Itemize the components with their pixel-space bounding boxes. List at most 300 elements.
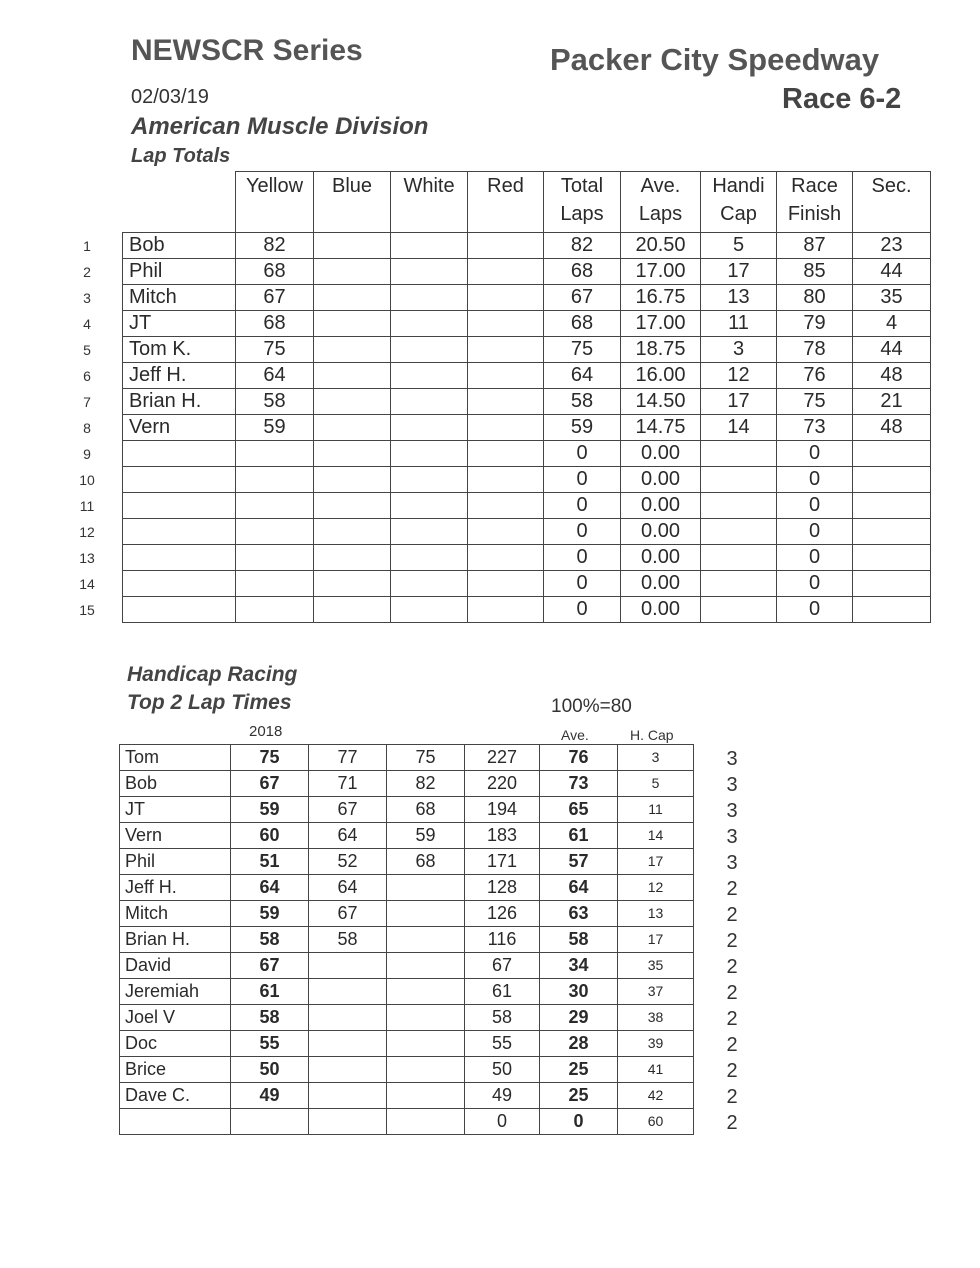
hc-cell-c2: 71 [309,771,387,797]
lap-cell-finish: 0 [777,467,853,493]
lap-cell-total: 68 [544,311,621,337]
lap-cell-white [391,337,468,363]
hc-cell-hcap: 13 [618,901,694,927]
hc-cell-ave: 28 [540,1031,618,1057]
lap-cell-blue [314,259,391,285]
series-title: NEWSCR Series [131,34,363,67]
lap-cell-hcap: 12 [701,363,777,389]
lap-cell-total: 82 [544,233,621,259]
lap-table-row [123,571,931,597]
lap-table-row [123,493,931,519]
lap-cell-sec [853,519,931,545]
hc-cell-hcap: 41 [618,1057,694,1083]
hc-cell-c3: 68 [387,797,465,823]
handicap-table-row [120,1005,694,1031]
lap-cell-yellow: 58 [236,389,314,415]
handicap-table-row [120,1057,694,1083]
hc-cell-y2018: 61 [231,979,309,1005]
lap-cell-finish: 0 [777,519,853,545]
lap-cell-total: 0 [544,467,621,493]
col-header-yellow: Yellow [236,172,314,233]
hc-cell-y2018: 49 [231,1083,309,1109]
hc-cell-c3: 82 [387,771,465,797]
hc-cell-name: David [120,953,231,979]
hc-cell-c2 [309,1109,387,1135]
row-number: 12 [79,523,95,540]
header-blank-cell [123,172,236,233]
track-name: Packer City Speedway [550,42,880,77]
hc-cell-name: Dave C. [120,1083,231,1109]
hc-cell-name: Joel V [120,1005,231,1031]
lap-cell-ave: 17.00 [621,259,701,285]
hc-cell-name: Jeremiah [120,979,231,1005]
row-number: 3 [83,289,91,306]
hc-cell-sum: 49 [465,1083,540,1109]
handicap-table-row [120,875,694,901]
lap-cell-name: JT [123,311,236,337]
hc-cell-name: Brice [120,1057,231,1083]
lap-cell-blue [314,389,391,415]
lap-cell-hcap: 17 [701,259,777,285]
lap-table-row [123,233,931,259]
hc-cell-name: Mitch [120,901,231,927]
hc-cell-c2: 58 [309,927,387,953]
lap-cell-total: 0 [544,493,621,519]
lap-cell-name [123,571,236,597]
lap-table-header [123,172,931,233]
hc-cell-c3: 75 [387,745,465,771]
hc-cell-ave: 65 [540,797,618,823]
hc-cell-ave: 34 [540,953,618,979]
lap-cell-finish: 80 [777,285,853,311]
hc-cell-name: JT [120,797,231,823]
group-number: 3 [726,799,738,822]
lap-cell-sec: 48 [853,363,931,389]
lap-cell-ave: 0.00 [621,493,701,519]
lap-cell-white [391,571,468,597]
hc-cell-y2018: 67 [231,953,309,979]
lap-cell-hcap [701,519,777,545]
group-number: 2 [726,981,738,1004]
lap-cell-hcap [701,441,777,467]
col-header-handicap: Handi Cap [701,172,777,233]
row-number: 15 [79,601,95,618]
hc-cell-c2 [309,1031,387,1057]
lap-cell-yellow [236,441,314,467]
lap-cell-yellow [236,597,314,623]
lap-cell-red [468,467,544,493]
lap-cell-name [123,493,236,519]
hc-cell-name: Doc [120,1031,231,1057]
hc-cell-hcap: 11 [618,797,694,823]
hc-cell-sum: 183 [465,823,540,849]
hc-cell-hcap: 3 [618,745,694,771]
lap-cell-sec [853,441,931,467]
hc-cell-hcap: 14 [618,823,694,849]
lap-cell-name [123,519,236,545]
lap-cell-hcap [701,467,777,493]
lap-cell-blue [314,519,391,545]
lap-cell-finish: 87 [777,233,853,259]
col-header-ave: Ave. [561,727,589,743]
lap-cell-white [391,597,468,623]
lap-cell-hcap: 14 [701,415,777,441]
hc-cell-hcap: 5 [618,771,694,797]
hc-cell-name: Phil [120,849,231,875]
lap-cell-name: Brian H. [123,389,236,415]
lap-cell-white [391,233,468,259]
lap-cell-sec: 35 [853,285,931,311]
hc-cell-ave: 29 [540,1005,618,1031]
lap-cell-total: 68 [544,259,621,285]
lap-cell-blue [314,441,391,467]
lap-cell-name: Bob [123,233,236,259]
lap-table-row [123,545,931,571]
hc-cell-hcap: 38 [618,1005,694,1031]
group-number: 3 [726,773,738,796]
lap-cell-total: 58 [544,389,621,415]
handicap-table-row [120,953,694,979]
lap-cell-yellow [236,571,314,597]
hc-cell-y2018: 50 [231,1057,309,1083]
hc-cell-hcap: 37 [618,979,694,1005]
lap-cell-name [123,545,236,571]
col-header-hcap: H. Cap [630,727,674,743]
handicap-table-row [120,979,694,1005]
row-number: 5 [83,341,91,358]
hc-cell-c3 [387,875,465,901]
group-number: 2 [726,1111,738,1134]
lap-cell-blue [314,311,391,337]
hc-cell-y2018 [231,1109,309,1135]
handicap-table-row [120,927,694,953]
hc-cell-sum: 171 [465,849,540,875]
lap-cell-hcap: 5 [701,233,777,259]
handicap-table-row [120,797,694,823]
hc-cell-c3 [387,953,465,979]
lap-cell-red [468,337,544,363]
handicap-subtitle: Top 2 Lap Times [127,691,292,714]
lap-cell-hcap [701,597,777,623]
lap-cell-red [468,545,544,571]
hc-cell-sum: 58 [465,1005,540,1031]
hc-cell-y2018: 59 [231,901,309,927]
lap-table-row [123,519,931,545]
lap-cell-total: 64 [544,363,621,389]
hc-cell-y2018: 58 [231,1005,309,1031]
col-header-race-finish: Race Finish [777,172,853,233]
lap-cell-red [468,493,544,519]
hc-cell-sum: 116 [465,927,540,953]
lap-cell-sec [853,545,931,571]
lap-cell-blue [314,285,391,311]
hc-cell-name: Brian H. [120,927,231,953]
row-number: 11 [79,497,95,514]
lap-cell-ave: 16.75 [621,285,701,311]
lap-cell-sec: 23 [853,233,931,259]
lap-cell-red [468,597,544,623]
lap-cell-finish: 85 [777,259,853,285]
group-number: 3 [726,747,738,770]
hc-cell-c3 [387,1005,465,1031]
hc-cell-c3 [387,901,465,927]
row-number: 10 [79,471,95,488]
hc-cell-c2: 67 [309,797,387,823]
hc-cell-y2018: 59 [231,797,309,823]
lap-cell-finish: 73 [777,415,853,441]
handicap-formula: 100%=80 [551,696,632,717]
hc-cell-sum: 220 [465,771,540,797]
lap-cell-hcap: 17 [701,389,777,415]
hc-cell-sum: 128 [465,875,540,901]
lap-cell-sec: 21 [853,389,931,415]
lap-cell-name [123,467,236,493]
hc-cell-c3: 68 [387,849,465,875]
lap-cell-red [468,415,544,441]
race-number: Race 6-2 [782,83,902,115]
lap-cell-white [391,259,468,285]
lap-cell-blue [314,415,391,441]
row-number: 6 [83,367,91,384]
lap-cell-sec [853,597,931,623]
lap-cell-name [123,441,236,467]
lap-cell-white [391,519,468,545]
lap-cell-ave: 0.00 [621,441,701,467]
lap-cell-yellow: 59 [236,415,314,441]
hc-cell-c2: 64 [309,875,387,901]
lap-cell-ave: 0.00 [621,545,701,571]
hc-cell-hcap: 12 [618,875,694,901]
lap-cell-total: 67 [544,285,621,311]
lap-cell-red [468,441,544,467]
lap-cell-total: 0 [544,545,621,571]
group-number: 2 [726,1033,738,1056]
lap-cell-total: 75 [544,337,621,363]
group-number: 2 [726,955,738,978]
hc-cell-name: Jeff H. [120,875,231,901]
row-number: 13 [79,549,95,566]
hc-cell-ave: 64 [540,875,618,901]
lap-cell-total: 0 [544,519,621,545]
hc-cell-sum: 227 [465,745,540,771]
lap-cell-sec [853,571,931,597]
lap-cell-hcap: 11 [701,311,777,337]
lap-cell-name: Vern [123,415,236,441]
handicap-table-row [120,745,694,771]
hc-cell-c2: 64 [309,823,387,849]
lap-cell-blue [314,545,391,571]
lap-cell-red [468,233,544,259]
row-number: 14 [79,575,95,592]
lap-table-row [123,415,931,441]
lap-cell-total: 59 [544,415,621,441]
col-header-ave-laps: Ave. Laps [621,172,701,233]
hc-cell-c3 [387,979,465,1005]
lap-table-row [123,311,931,337]
hc-cell-y2018: 64 [231,875,309,901]
group-number: 2 [726,903,738,926]
lap-cell-ave: 18.75 [621,337,701,363]
hc-cell-y2018: 60 [231,823,309,849]
hc-cell-c2: 77 [309,745,387,771]
lap-totals-table [122,171,931,623]
hc-cell-ave: 57 [540,849,618,875]
hc-cell-name: Tom [120,745,231,771]
hc-cell-sum: 194 [465,797,540,823]
hc-cell-c2 [309,1005,387,1031]
hc-cell-sum: 126 [465,901,540,927]
hc-cell-hcap: 17 [618,927,694,953]
lap-cell-red [468,259,544,285]
hc-cell-hcap: 17 [618,849,694,875]
hc-cell-c2 [309,1057,387,1083]
hc-cell-name: Vern [120,823,231,849]
hc-cell-ave: 25 [540,1083,618,1109]
lap-cell-name: Jeff H. [123,363,236,389]
group-number: 3 [726,851,738,874]
lap-cell-ave: 0.00 [621,597,701,623]
lap-table-row [123,467,931,493]
col-header-sec: Sec. [853,172,931,233]
lap-cell-red [468,519,544,545]
lap-cell-yellow: 68 [236,259,314,285]
lap-cell-red [468,389,544,415]
lap-cell-ave: 0.00 [621,519,701,545]
lap-cell-red [468,363,544,389]
lap-cell-yellow [236,545,314,571]
lap-cell-blue [314,571,391,597]
row-number: 8 [83,419,91,436]
lap-cell-name: Tom K. [123,337,236,363]
lap-cell-finish: 79 [777,311,853,337]
lap-table-row [123,259,931,285]
lap-table-row [123,389,931,415]
hc-cell-ave: 58 [540,927,618,953]
hc-cell-ave: 0 [540,1109,618,1135]
row-number: 7 [83,393,91,410]
lap-cell-sec: 48 [853,415,931,441]
hc-cell-sum: 55 [465,1031,540,1057]
lap-cell-finish: 0 [777,493,853,519]
lap-cell-hcap: 13 [701,285,777,311]
lap-table-row [123,285,931,311]
lap-table-row [123,597,931,623]
col-header-total-laps: Total Laps [544,172,621,233]
lap-cell-ave: 0.00 [621,571,701,597]
hc-cell-c3: 59 [387,823,465,849]
lap-cell-hcap [701,571,777,597]
lap-cell-white [391,363,468,389]
hc-cell-y2018: 51 [231,849,309,875]
lap-cell-yellow [236,467,314,493]
handicap-table-row [120,823,694,849]
lap-cell-sec: 44 [853,259,931,285]
hc-cell-ave: 30 [540,979,618,1005]
group-number: 2 [726,1085,738,1108]
lap-cell-red [468,311,544,337]
lap-cell-sec [853,493,931,519]
hc-cell-c3 [387,927,465,953]
lap-totals-heading: Lap Totals [131,145,231,167]
lap-cell-white [391,389,468,415]
row-number: 2 [83,263,91,280]
lap-cell-finish: 0 [777,545,853,571]
lap-cell-yellow: 68 [236,311,314,337]
lap-cell-yellow [236,519,314,545]
hc-cell-ave: 76 [540,745,618,771]
handicap-table-row [120,849,694,875]
lap-cell-red [468,571,544,597]
lap-cell-ave: 0.00 [621,467,701,493]
col-header-red: Red [468,172,544,233]
col-header-white: White [391,172,468,233]
hc-cell-c2: 67 [309,901,387,927]
hc-cell-sum: 50 [465,1057,540,1083]
lap-cell-white [391,285,468,311]
row-number: 9 [83,445,91,462]
hc-cell-c3 [387,1109,465,1135]
lap-cell-total: 0 [544,597,621,623]
hc-cell-y2018: 67 [231,771,309,797]
hc-cell-c3 [387,1057,465,1083]
lap-cell-ave: 14.50 [621,389,701,415]
lap-cell-white [391,545,468,571]
lap-cell-hcap [701,545,777,571]
hc-cell-ave: 63 [540,901,618,927]
col-header-blue: Blue [314,172,391,233]
lap-cell-name: Phil [123,259,236,285]
lap-cell-name: Mitch [123,285,236,311]
hc-cell-sum: 67 [465,953,540,979]
lap-table-row [123,441,931,467]
hc-cell-hcap: 60 [618,1109,694,1135]
hc-cell-y2018: 58 [231,927,309,953]
col-header-2018: 2018 [249,723,283,740]
lap-cell-ave: 20.50 [621,233,701,259]
hc-cell-sum: 61 [465,979,540,1005]
hc-cell-y2018: 75 [231,745,309,771]
hc-cell-c3 [387,1031,465,1057]
handicap-table-row [120,901,694,927]
hc-cell-c2: 52 [309,849,387,875]
hc-cell-sum: 0 [465,1109,540,1135]
lap-cell-yellow: 75 [236,337,314,363]
hc-cell-hcap: 39 [618,1031,694,1057]
lap-cell-ave: 16.00 [621,363,701,389]
lap-cell-sec: 4 [853,311,931,337]
lap-cell-yellow [236,493,314,519]
lap-cell-finish: 76 [777,363,853,389]
lap-table-row [123,363,931,389]
lap-cell-blue [314,493,391,519]
group-number: 2 [726,1007,738,1030]
lap-cell-ave: 17.00 [621,311,701,337]
lap-cell-name [123,597,236,623]
handicap-table-row [120,1083,694,1109]
lap-cell-yellow: 64 [236,363,314,389]
handicap-table-row [120,771,694,797]
lap-cell-total: 0 [544,441,621,467]
handicap-table [119,744,694,1135]
lap-cell-blue [314,363,391,389]
lap-cell-finish: 0 [777,441,853,467]
lap-cell-yellow: 67 [236,285,314,311]
lap-cell-blue [314,233,391,259]
row-number: 1 [83,237,91,254]
hc-cell-hcap: 35 [618,953,694,979]
lap-cell-finish: 0 [777,571,853,597]
lap-cell-total: 0 [544,571,621,597]
